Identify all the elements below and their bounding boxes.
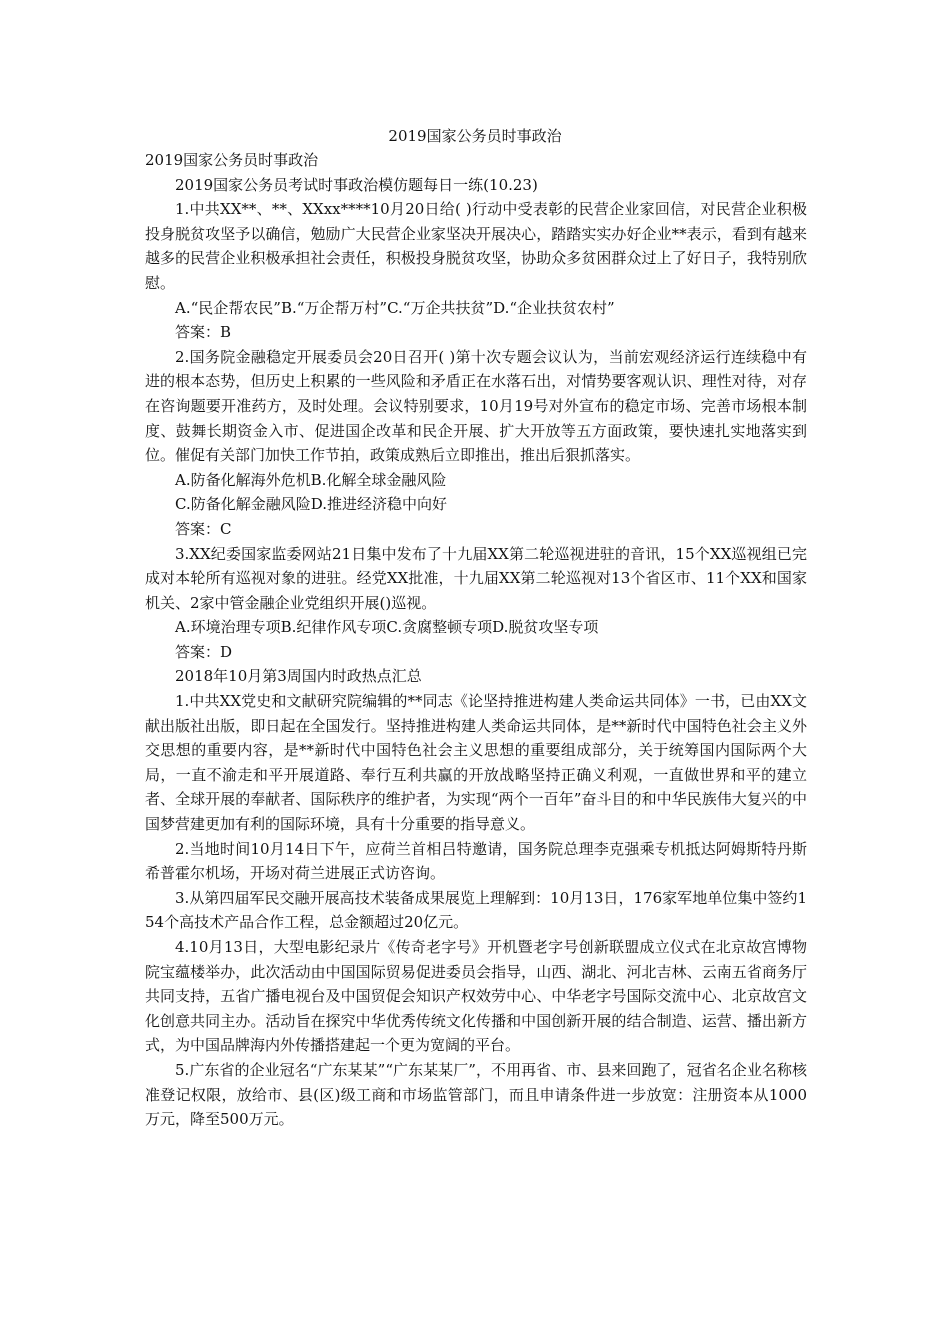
section-heading-daily-exercise: 2019国家公务员考试时事政治模仿题每日一练(10.23) — [175, 175, 538, 194]
question-1-options: A.“民企帮农民”B.“万企帮万村”C.“万企共扶贫”D.“企业扶贫农村” — [175, 298, 615, 317]
news-item-1: 1.中共XX党史和文献研究院编辑的**同志《论坚持推进构建人类命运共同体》一书，已由XX文献出版社出版，即日起在全国发行。坚持推进构建人类命运共同体，是**新时代中国特色社会主义外交思想的重要内容，是**新时代中国特色社会主义思想的重要组成部分，关于统筹国内国际两个大局，一直不渝走和平开展道路、奉行互利共赢的开放战略坚持正确义利观，一直做世界和平的建立者、全球开展的奉献者、国际秩序的维护者，为实现“两个一百年”奋斗目的和中华民族伟大复兴的中国梦营建更加有利的国际环境，具有十分重要的指导意义。 — [145, 692, 807, 834]
document-body — [145, 148, 807, 1132]
section-heading-weekly-news: 2018年10月第3周国内时政热点汇总 — [175, 667, 422, 686]
news-item-4: 4.10月13日，大型电影纪录片《传奇老字号》开机暨老字号创新联盟成立仪式在北京故宫博物院宝蕴楼举办，此次活动由中国国际贸易促进委员会指导，山西、湖北、河北吉林、云南五省商务厅共同支持，五省广播电视台及中国贸促会知识产权效劳中心、中华老字号国际交流中心、北京故宫文化创意共同主办。活动旨在探究中华优秀传统文化传播和中国创新开展的结合制造、运营、播出新方式，为中国品牌海内外传播搭建起一个更为宽阔的平台。 — [145, 938, 807, 1055]
question-3: 3.XX纪委国家监委网站21日集中发布了十九届XX第二轮巡视进驻的音讯，15个XX巡视组已完成对本轮所有巡视对象的进驻。经党XX批准，十九届XX第二轮巡视对13个省区市、11个XX和国家机关、2家中管金融企业党组织开展()巡视。 — [145, 544, 807, 612]
question-1: 1.中共XX**、**、XXxx****10月20日给( )行动中受表彰的民营企业家回信，对民营企业积极投身脱贫攻坚予以确信，勉励广大民营企业家坚决开展决心，踏踏实实办好企业**表示，看到有越来越多的民营企业积极承担社会责任，积极投身脱贫攻坚，协助众多贫困群众过上了好日子，我特别欣慰。 — [145, 200, 807, 292]
news-item-5: 5.广东省的企业冠名“广东某某”“广东某某厂”，不用再省、市、县来回跑了，冠省名企业名称核准登记权限，放给市、县(区)级工商和市场监管部门，而且申请条件进一步放宽：注册资本从1000万元，降至500万元。 — [145, 1060, 807, 1129]
question-2-options-cd: C.防备化解金融风险D.推进经济稳中向好 — [175, 495, 447, 514]
news-item-2: 2.当地时间10月14日下午，应荷兰首相吕特邀请，国务院总理李克强乘专机抵达阿姆斯特丹斯希普霍尔机场，开场对荷兰进展正式访咨询。 — [145, 839, 807, 883]
subtitle-paragraph: 2019国家公务员时事政治 — [145, 151, 319, 169]
question-3-answer: 答案：D — [175, 642, 233, 661]
question-1-answer: 答案：B — [175, 323, 232, 342]
news-item-3: 3.从第四届军民交融开展高技术装备成果展览上理解到：10月13日，176家军地单位集中签约154个高技术产品合作工程，总金额超过20亿元。 — [145, 888, 807, 932]
document-title: 2019国家公务员时事政治 — [388, 127, 562, 145]
question-2-options-ab: A.防备化解海外危机B.化解全球金融风险 — [175, 470, 447, 489]
question-2: 2.国务院金融稳定开展委员会20日召开( )第十次专题会议认为，当前宏观经济运行连续稳中有进的根本态势，但历史上积累的一些风险和矛盾正在水落石出，对情势要客观认识、理性对待，对存在咨询题要开准药方，及时处理。会议特别要求，10月19号对外宣布的稳定市场、完善市场根本制度、鼓舞长期资金入市、促进国企改革和民企开展、扩大开放等五方面政策，要快速扎实地落实到位。催促有关部门加快工作节拍，政策成熟后立即推出，推出后狠抓落实。 — [145, 347, 807, 465]
question-2-answer: 答案：C — [175, 519, 232, 538]
question-3-options: A.环境治理专项B.纪律作风专项C.贪腐整顿专项D.脱贫攻坚专项 — [175, 618, 599, 637]
